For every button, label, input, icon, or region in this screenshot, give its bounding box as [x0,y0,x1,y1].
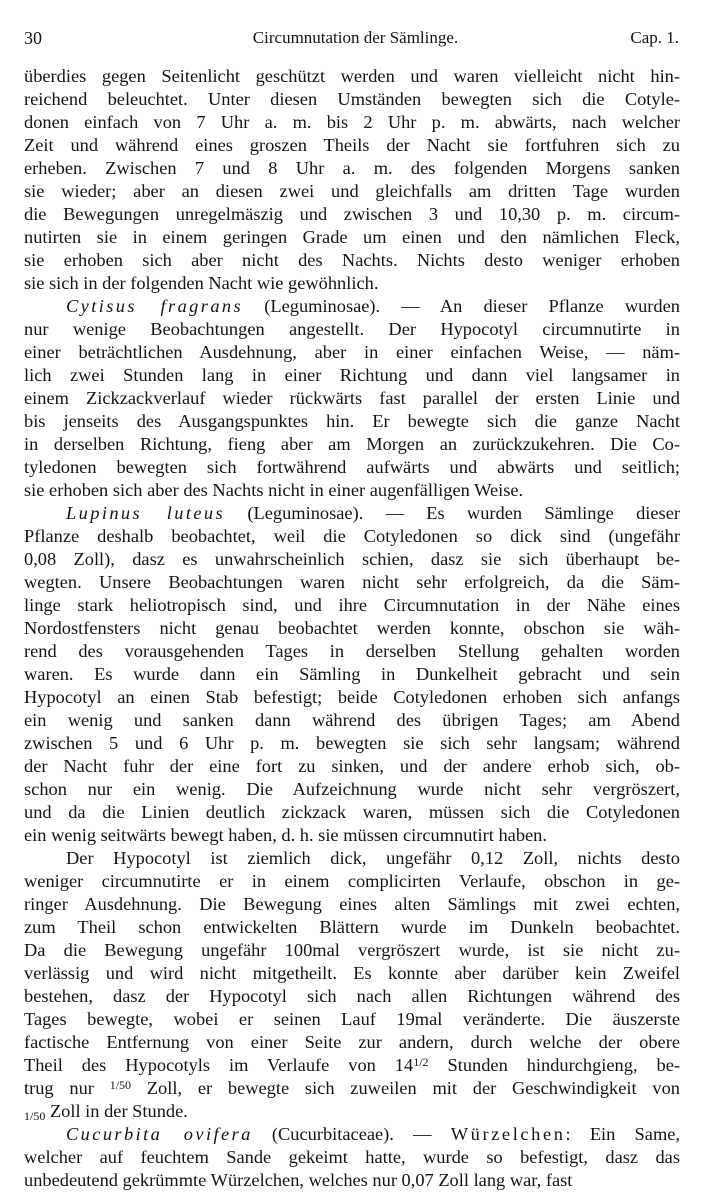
text-run: (Leguminosae). — Es wurden Sämlinge dieser [225,503,680,523]
text-run: ein wenig und sanken dann während des übrigen Tages; am Abend [24,710,680,730]
text-run: reichend beleuchtet. Unter diesen Umständen bewegten sich die Cotyle- [24,89,680,109]
text-line [24,134,680,157]
paragraph [24,65,680,295]
text-line [24,65,680,88]
spaced-term: Würzelchen [450,1124,566,1144]
text-line [24,249,680,272]
fraction: 1/50 [24,1109,46,1123]
text-line [24,594,680,617]
text-run: 0,08 Zoll), dasz es unwahrscheinlich schien, dasz sie sich überhaupt be- [24,549,680,569]
page-header [24,28,679,52]
paragraph [24,502,680,847]
text-line [24,295,680,318]
text-run: nutirten sie in einem geringen Grade um einen und den nämlichen Fleck, [24,227,680,247]
text-run: Da die Bewegung ungefähr 100mal vergröszert wurde, ist sie nicht zu- [24,940,680,960]
text-run: ein wenig seitwärts bewegt haben, d. h. sie müssen circumnutirt haben. [24,825,547,845]
text-line [24,1100,680,1123]
text-run: rend des vorausgehenden Tages in derselben Stellung gehalten worden [24,641,680,661]
text-run: ringer Ausdehnung. Die Bewegung eines alten Sämlings mit zwei echten, [24,894,680,914]
text-line [24,341,680,364]
text-line [24,893,680,916]
text-run: in derselben Richtung, fieng aber am Morgen an zurückzukehren. Die Co- [24,434,680,454]
text-line [24,1123,680,1146]
text-run: und da die Linien deutlich zickzack waren, müssen sich die Cotyledonen [24,802,680,822]
text-run: Zoll in der Stunde. [45,1101,188,1121]
text-line [24,502,680,525]
text-run: Stunden hindurchgieng, be- [428,1055,680,1075]
page-number: 30 [24,28,42,48]
text-run: Theil des Hypocotyls im Verlaufe von 14 [24,1055,414,1075]
text-run: überdies gegen Seitenlicht geschützt werden und waren vielleicht nicht hin- [24,66,680,86]
text-run: sie erhoben sich aber des Nachts nicht in einer augenfälligen Weise. [24,480,524,500]
text-line [24,525,680,548]
text-run: lich zwei Stunden lang in einer Richtung und dann viel langsamer in [24,365,680,385]
text-line [24,272,680,295]
text-line [24,824,680,847]
text-run: Tages bewegte, wobei er seinen Lauf 19mal veränderte. Die äuszerste [24,1009,680,1029]
text-line [24,755,680,778]
text-line [24,226,680,249]
text-line [24,180,680,203]
text-run: sie wieder; aber an diesen zwei und gleichfalls am dritten Tage wurden [24,181,680,201]
text-line [24,640,680,663]
text-line [24,847,680,870]
running-head: Circumnutation der Sämlinge. [252,28,459,47]
paragraph [24,295,680,502]
text-run: erheben. Zwischen 7 und 8 Uhr a. m. des folgenden Morgens sanken [24,158,680,178]
text-line [24,1169,680,1192]
plant-name: Cytisus fragrans [66,296,244,316]
text-run: nur wenige Beobachtungen angestellt. Der Hypocotyl circumnutirte in [24,319,680,339]
fraction: 1/50 [109,1078,132,1092]
text-run: (Leguminosae). — An dieser Pflanze wurden [243,296,680,316]
text-run: Hypocotyl an einen Stab befestigt; beide Cotyledonen erhoben sich anfangs [24,687,680,707]
text-line [24,1008,680,1031]
text-run: welcher auf feuchtem Sande gekeimt hatte, wurde so befestigt, dasz das [24,1147,680,1167]
text-line [24,88,680,111]
text-line [24,1077,680,1100]
text-run: einem Zickzackverlauf wieder rückwärts fast parallel der ersten Linie und [24,388,680,408]
body-text [24,65,680,1192]
text-run: zwischen 5 und 6 Uhr p. m. bewegten sie sich sehr langsam; während [24,733,680,753]
text-run: zum Theil schon entwickelten Blättern wurde im Dunkeln beobachtet. [24,917,680,937]
text-run: Zoll, er bewegte sich zuweilen mit der Geschwindigkeit von [131,1078,680,1098]
text-run: einer beträchtlichen Ausdehnung, aber in einer einfachen Weise, — näm- [24,342,680,362]
text-run: factische Entfernung von einer Seite zur andern, durch welche der obere [24,1032,680,1052]
text-line [24,663,680,686]
text-line [24,617,680,640]
text-line [24,318,680,341]
text-run: die Bewegungen unregelmäszig und zwischen 3 und 10,30 p. m. circum- [24,204,680,224]
text-run: (Cucurbitaceae). — [252,1124,451,1144]
text-run: tyledonen bewegten sich fortwährend aufwärts und abwärts und seitlich; [24,457,680,477]
plant-name: Cucurbita ovifera [66,1124,253,1144]
text-run: Der Hypocotyl ist ziemlich dick, ungefähr 0,12 Zoll, nichts desto [66,848,680,868]
plant-name: Lupinus luteus [66,503,226,523]
text-line [24,939,680,962]
text-run: waren. Es wurde dann ein Sämling in Dunkelheit gebracht und sein [24,664,680,684]
text-run: trug nur [24,1078,110,1098]
text-run: wegten. Unsere Beobachtungen waren nicht sehr erfolgreich, da die Säm- [24,572,680,592]
text-run: schon nur ein wenig. Die Aufzeichnung wurde nicht sehr vergröszert, [24,779,680,799]
text-run: sie erhoben sich aber nicht des Nachts. Nichts desto weniger erhoben [24,250,680,270]
text-run: unbedeutend gekrümmte Würzelchen, welches nur 0,07 Zoll lang war, fast [24,1170,573,1190]
text-line [24,985,680,1008]
text-line [24,111,680,134]
text-run: Nordostfensters nicht genau beobachtet werden konnte, obschon sie wäh- [24,618,680,638]
paragraph [24,1123,680,1192]
text-line [24,1146,680,1169]
text-run: bestehen, dasz der Hypocotyl sich nach allen Richtungen während des [24,986,680,1006]
text-line [24,571,680,594]
text-run: der Nacht fuhr der eine fort zu sinken, und der andere erhob sich, ob- [24,756,680,776]
text-line [24,801,680,824]
text-line [24,870,680,893]
text-line [24,778,680,801]
text-line [24,433,680,456]
text-line [24,709,680,732]
text-line [24,1054,680,1077]
text-line [24,1031,680,1054]
text-line [24,410,680,433]
text-run: Zeit und während eines groszen Theils der Nacht sie fortfuhren sich zu [24,135,680,155]
text-run: bis jenseits des Ausgangspunktes hin. Er bewegte sich die ganze Nacht [24,411,680,431]
text-line [24,916,680,939]
text-line [24,456,680,479]
text-run: donen einfach von 7 Uhr a. m. bis 2 Uhr p. m. abwärts, nach welcher [24,112,680,132]
chapter-label: Cap. 1. [630,28,679,47]
text-run: linge stark heliotropisch sind, und ihre Circumnutation in der Nähe eines [24,595,680,615]
text-run: Pflanze deshalb beobachtet, weil die Cotyledonen so dick sind (ungefähr [24,526,680,546]
text-run: sie sich in der folgenden Nacht wie gewöhnlich. [24,273,379,293]
text-run: : Ein Same, [565,1124,681,1144]
text-line [24,203,680,226]
text-line [24,157,680,180]
text-run: verlässig und wird nicht mitgetheilt. Es konnte aber darüber kein Zweifel [24,963,680,983]
text-run: weniger circumnutirte er in einem complicirten Verlaufe, obschon in ge- [24,871,680,891]
text-line [24,364,680,387]
fraction: 1/2 [413,1055,429,1069]
text-line [24,732,680,755]
text-line [24,479,680,502]
text-line [24,387,680,410]
text-line [24,962,680,985]
paragraph [24,847,680,1123]
text-line [24,686,680,709]
text-line [24,548,680,571]
